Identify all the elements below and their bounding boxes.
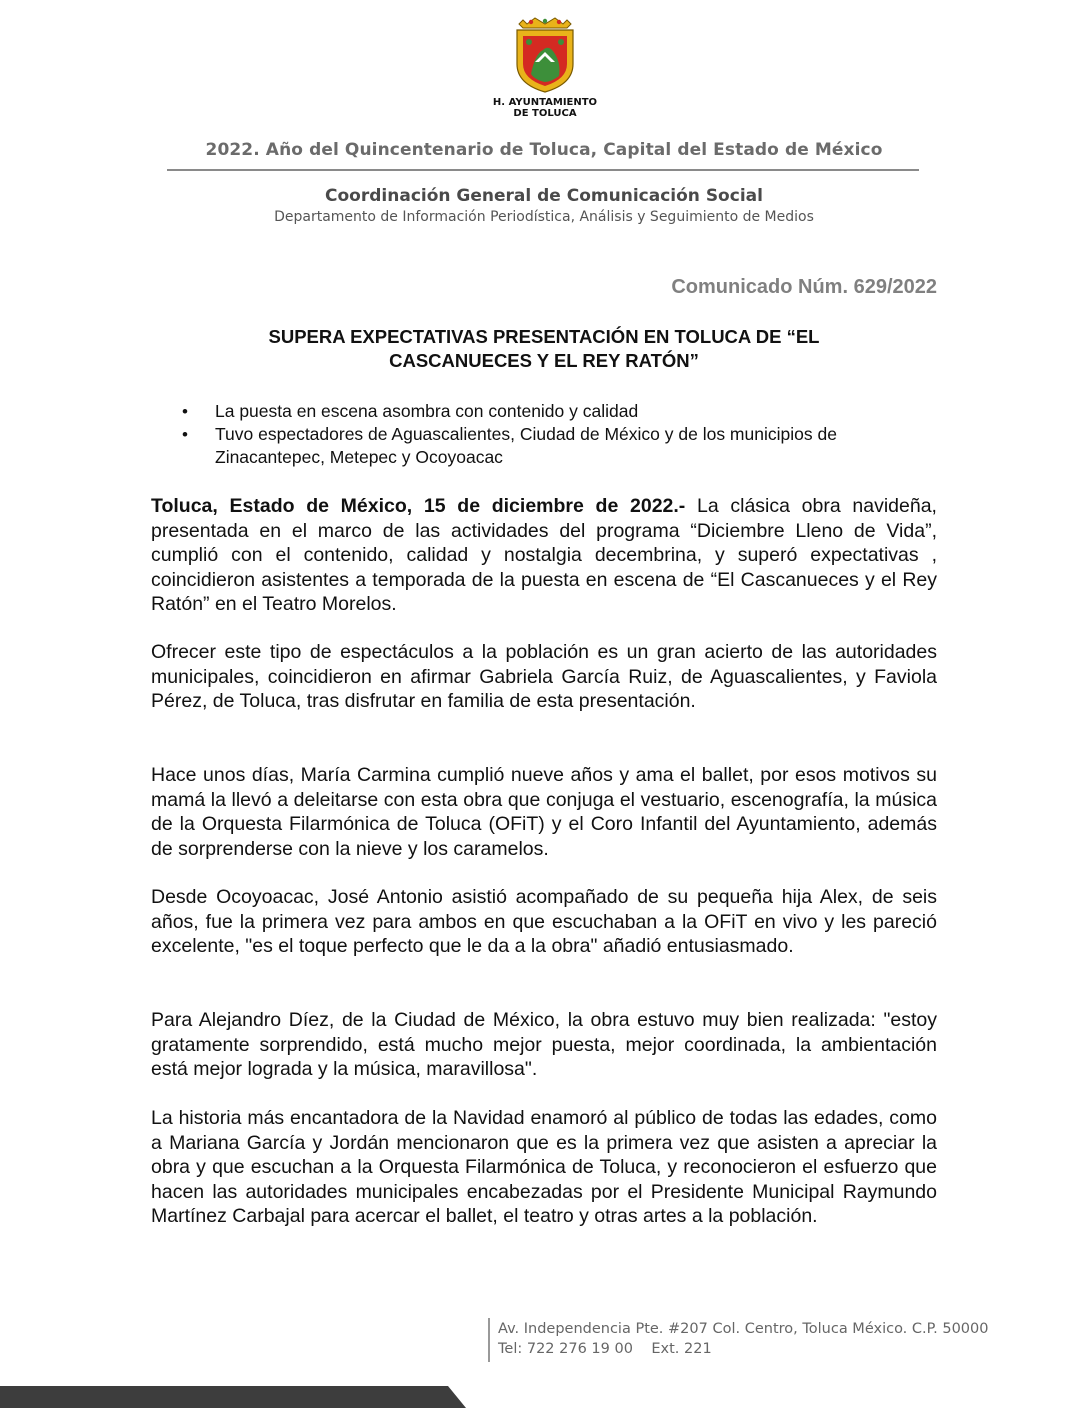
footer-phone: Tel: 722 276 19 00 Ext. 221 <box>498 1341 712 1357</box>
headline-line-2: CASCANUECES Y EL REY RATÓN” <box>389 350 699 371</box>
headline-line-1: SUPERA EXPECTATIVAS PRESENTACIÓN EN TOLUCA DE “EL <box>268 326 820 347</box>
lead-text: La clásica obra navideña, presentada en el marco de las actividades del programa “Diciembre Lleno de Vida”, cumplió con el contenido, calidad y nostalgia decembrina, y superó expectativas , coincidieron asistentes a temporada de la puesta en escena de “El Cascanueces y el Rey Ratón” en el Teatro Morelos. <box>151 495 937 615</box>
body-paragraph-lead <box>151 494 937 617</box>
body-paragraph: Desde Ocoyoacac, José Antonio asistió acompañado de su pequeña hija Alex, de seis años, fue la primera vez para ambos en que escuchaban a la OFiT en vivo y les pareció excelente, "es el toque perfecto que le da a la obra" añadió entusiasmado. <box>151 886 937 957</box>
body-paragraph: Ofrecer este tipo de espectáculos a la población es un gran acierto de las autoridades municipales, coincidieron en afirmar Gabriela García Ruiz, de Aguascalientes, y Faviola Pérez, de Toluca, tras disfrutar en familia de esta presentación. <box>151 641 937 712</box>
body-paragraph: La historia más encantadora de la Navidad enamoró al público de todas las edades, como a Mariana García y Jordán mencionaron que es la primera vez que asisten a apreciar la obra y que escuchan a la Orquesta Filarmónica de Toluca, y reconocieron el esfuerzo que hacen las autoridades municipales encabezadas por el Presidente Municipal Raymundo Martínez Carbajal para acercar el ballet, el teatro y otras artes a la población. <box>151 1107 937 1227</box>
year-slogan: 2022. Año del Quincentenario de Toluca, Capital del Estado de México <box>205 140 883 160</box>
toluca-coat-of-arms-logo <box>487 14 603 120</box>
bullet-item: • La puesta en escena asombra con contenido y calidad <box>180 400 940 423</box>
subdepartment-title: Departamento de Información Periodística, Análisis y Seguimiento de Medios <box>274 209 814 225</box>
body-paragraph: Hace unos días, María Carmina cumplió nueve años y ama el ballet, por esos motivos su mamá la llevó a deleitarse con esta obra que conjuga el vestuario, escenografía, la música de la Orquesta Filarmónica de Toluca (OFiT) y el Coro Infantil del Ayuntamiento, además de sorprenderse con la nieve y los caramelos. <box>151 764 937 860</box>
release-number: Comunicado Núm. 629/2022 <box>671 276 937 298</box>
logo-caption-line2: DE TOLUCA <box>513 108 577 119</box>
shield-icon <box>505 14 585 94</box>
bullet-item: • Tuvo espectadores de Aguascalientes, Ciudad de México y de los municipios de Zinacantepec, Metepec y Ocoyoacac <box>180 423 940 469</box>
footer-address: Av. Independencia Pte. #207 Col. Centro, Toluca México. C.P. 50000 <box>498 1321 989 1337</box>
header-divider <box>167 169 919 171</box>
body-paragraph: Para Alejandro Díez, de la Ciudad de México, la obra estuvo muy bien realizada: "estoy gratamente sorprendido, está mucho mejor puesta, mejor coordinada, la ambientación está mejor lograda y la música, maravillosa". <box>151 1009 937 1080</box>
logo-caption-line1: H. AYUNTAMIENTO <box>492 97 598 108</box>
footer-decorative-band <box>0 1386 466 1408</box>
department-title: Coordinación General de Comunicación Social <box>325 186 763 206</box>
dateline: Toluca, Estado de México, 15 de diciembre de 2022.- <box>151 495 686 517</box>
footer-divider <box>488 1318 490 1362</box>
headline <box>200 325 888 373</box>
summary-bullets <box>180 400 940 469</box>
